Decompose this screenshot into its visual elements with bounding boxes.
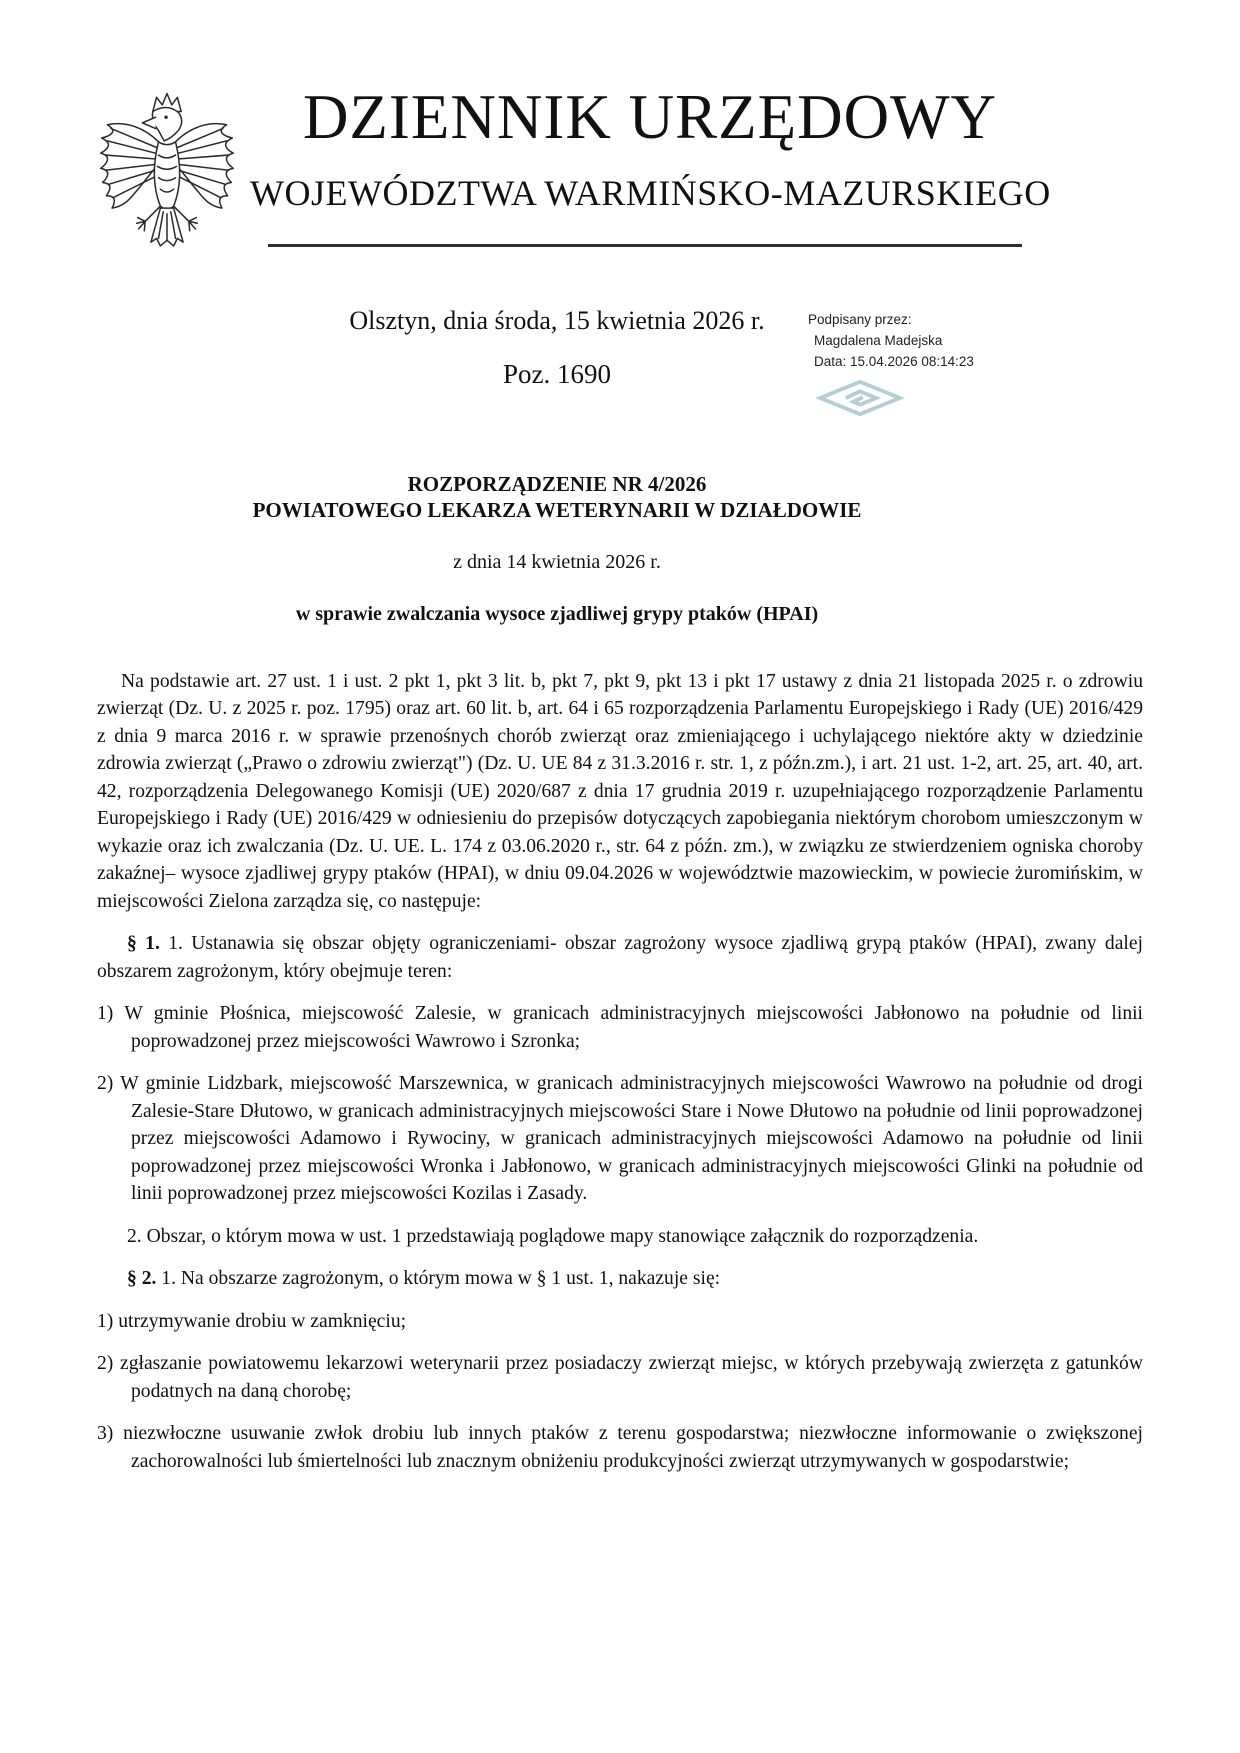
gazette-header bbox=[0, 0, 1240, 258]
gazette-subtitle: WOJEWÓDZTWA WARMIŃSKO-MAZURSKIEGO bbox=[250, 173, 1051, 214]
paragraph-2-label: § 2. bbox=[127, 1268, 157, 1290]
paragraph-1-text: 1. Ustanawia się obszar objęty ograniczeniami- obszar zagrożony wysoce zjadliwą grypą ptaków (HPAI), zwany dalej obszarem zagrożonym, który obejmuje teren: bbox=[97, 933, 1144, 982]
signer-name: Magdalena Madejska bbox=[814, 332, 943, 348]
paragraph-1-ust-2: 2. Obszar, o którym mowa w ust. 1 przedstawiają poglądowe mapy stanowiące załącznik do rozporządzenia. bbox=[127, 1225, 979, 1247]
list-item-number: 3) bbox=[97, 1423, 114, 1445]
act-title-line1: ROZPORZĄDZENIE NR 4/2026 bbox=[407, 472, 707, 496]
act-subject: w sprawie zwalczania wysoce zjadliwej grypy ptaków (HPAI) bbox=[295, 602, 819, 625]
act-body bbox=[97, 668, 1143, 1476]
list-item-number: 2) bbox=[97, 1073, 114, 1095]
signed-by-label: Podpisany przez: bbox=[808, 312, 912, 327]
list-item-number: 1) bbox=[97, 1310, 114, 1332]
list-item-text: niezwłoczne usuwanie zwłok drobiu lub innych ptaków z terenu gospodarstwa; niezwłoczne informowanie o zwiększonej zachorowalności lub śmiertelności lub znacznym obniżeniu produkcyjności zwierząt utrzymywanych w gospodarstwie; bbox=[123, 1423, 1143, 1472]
gazette-masthead bbox=[250, 84, 1050, 214]
act-title bbox=[97, 471, 1017, 524]
list-item-text: utrzymywanie drobiu w zamknięciu; bbox=[118, 1310, 407, 1332]
list-item bbox=[97, 1350, 1143, 1405]
list-item-text: W gminie Lidzbark, miejscowość Marszewnica, w granicach administracyjnych miejscowości Wawrowo na południe od drogi Zalesie-Stare Dłutowo, w granicach administracyjnych miejscowości Stare i Nowe Dłutowo na południe od linii poprowadzonej przez miejscowości Adamowo i Rywociny, w granicach administracyjnych miejscowości Adamowo na południe od linii poprowadzonej przez miejscowości Wronka i Jabłonowo, w granicach administracyjnych miejscowości Glinki na południe od linii poprowadzonej przez miejscowości Kozilas i Zasady. bbox=[120, 1073, 1143, 1205]
digital-signature-seal-icon bbox=[816, 379, 904, 417]
list-item-number: 2) bbox=[97, 1353, 114, 1375]
list-item-number: 1) bbox=[97, 1003, 114, 1025]
paragraph-2-text: 1. Na obszarze zagrożonym, o którym mowa w § 1 ust. 1, nakazuje się: bbox=[161, 1268, 721, 1290]
gazette-title: DZIENNIK URZĘDOWY bbox=[302, 82, 998, 152]
polish-eagle-emblem bbox=[96, 88, 238, 260]
list-item-text: zgłaszanie powiatowemu lekarzowi weterynarii przez posiadaczy zwierząt miejsc, w których przebywają zwierzęta z gatunków podatnych na daną chorobę; bbox=[120, 1353, 1144, 1402]
position-number: Poz. 1690 bbox=[503, 359, 611, 389]
meta-section bbox=[97, 258, 1143, 443]
header-divider bbox=[268, 244, 1022, 247]
preamble-paragraph: Na podstawie art. 27 ust. 1 i ust. 2 pkt 1, pkt 3 lit. b, pkt 7, pkt 9, pkt 13 i pkt 17 ustawy z dnia 21 listopada 2025 r. o zdrowiu zwierząt (Dz. U. z 2025 r. poz. 1795) oraz art. 60 lit. b, art. 64 i 65 rozporządzenia Parlamentu Europejskiego i Rady (UE) 2016/429 z dnia 9 marca 2016 r. w sprawie przenośnych chorób zwierząt oraz zmieniającego i uchylającego niektóre akty w dziedzinie zdrowia zwierząt („Prawo o zdrowiu zwierząt") (Dz. U. UE 84 z 31.3.2016 r. str. 1, z późn.zm.), i art. 21 ust. 1-2, art. 25, art. 40, art. 42, rozporządzenia Delegowanego Komisji (UE) 2020/687 z dnia 17 grudnia 2019 r. uzupełniającego rozporządzenie Parlamentu Europejskiego i Rady (UE) 2016/429 w odniesieniu do przepisów dotyczących zapobiegania niektórym chorobom umieszczonym w wykazie oraz ich zwalczania (Dz. U. UE. L. 174 z 03.06.2020 r., str. 64 z późn. zm.), w związku ze stwierdzeniem ogniska choroby zakaźnej– wysoce zjadliwej grypy ptaków (HPAI), w dniu 09.04.2026 w województwie mazowieckim, w powiecie żuromińskim, w miejscowości Zielona zarządza się, co następuje: bbox=[97, 670, 1143, 912]
list-item bbox=[97, 1308, 1143, 1336]
act-title-line2: POWIATOWEGO LEKARZA WETERYNARII W DZIAŁDOWIE bbox=[252, 498, 862, 523]
list-item bbox=[97, 1070, 1143, 1208]
paragraph-1 bbox=[97, 930, 1143, 985]
paragraph-2 bbox=[97, 1265, 1143, 1293]
act-heading bbox=[97, 471, 1017, 626]
paragraph-1-label: § 1. bbox=[127, 933, 160, 955]
signature-block bbox=[808, 310, 1138, 417]
signature-date: Data: 15.04.2026 08:14:23 bbox=[814, 353, 974, 369]
list-item bbox=[97, 1420, 1143, 1475]
list-item bbox=[97, 1000, 1143, 1055]
act-date: z dnia 14 kwietnia 2026 r. bbox=[453, 550, 661, 573]
place-date: Olsztyn, dnia środa, 15 kwietnia 2026 r. bbox=[349, 306, 765, 335]
list-item-text: W gminie Płośnica, miejscowość Zalesie, w granicach administracyjnych miejscowości Jabłonowo na południe od linii poprowadzonej przez miejscowości Wawrowo i Szronka; bbox=[124, 1003, 1143, 1052]
